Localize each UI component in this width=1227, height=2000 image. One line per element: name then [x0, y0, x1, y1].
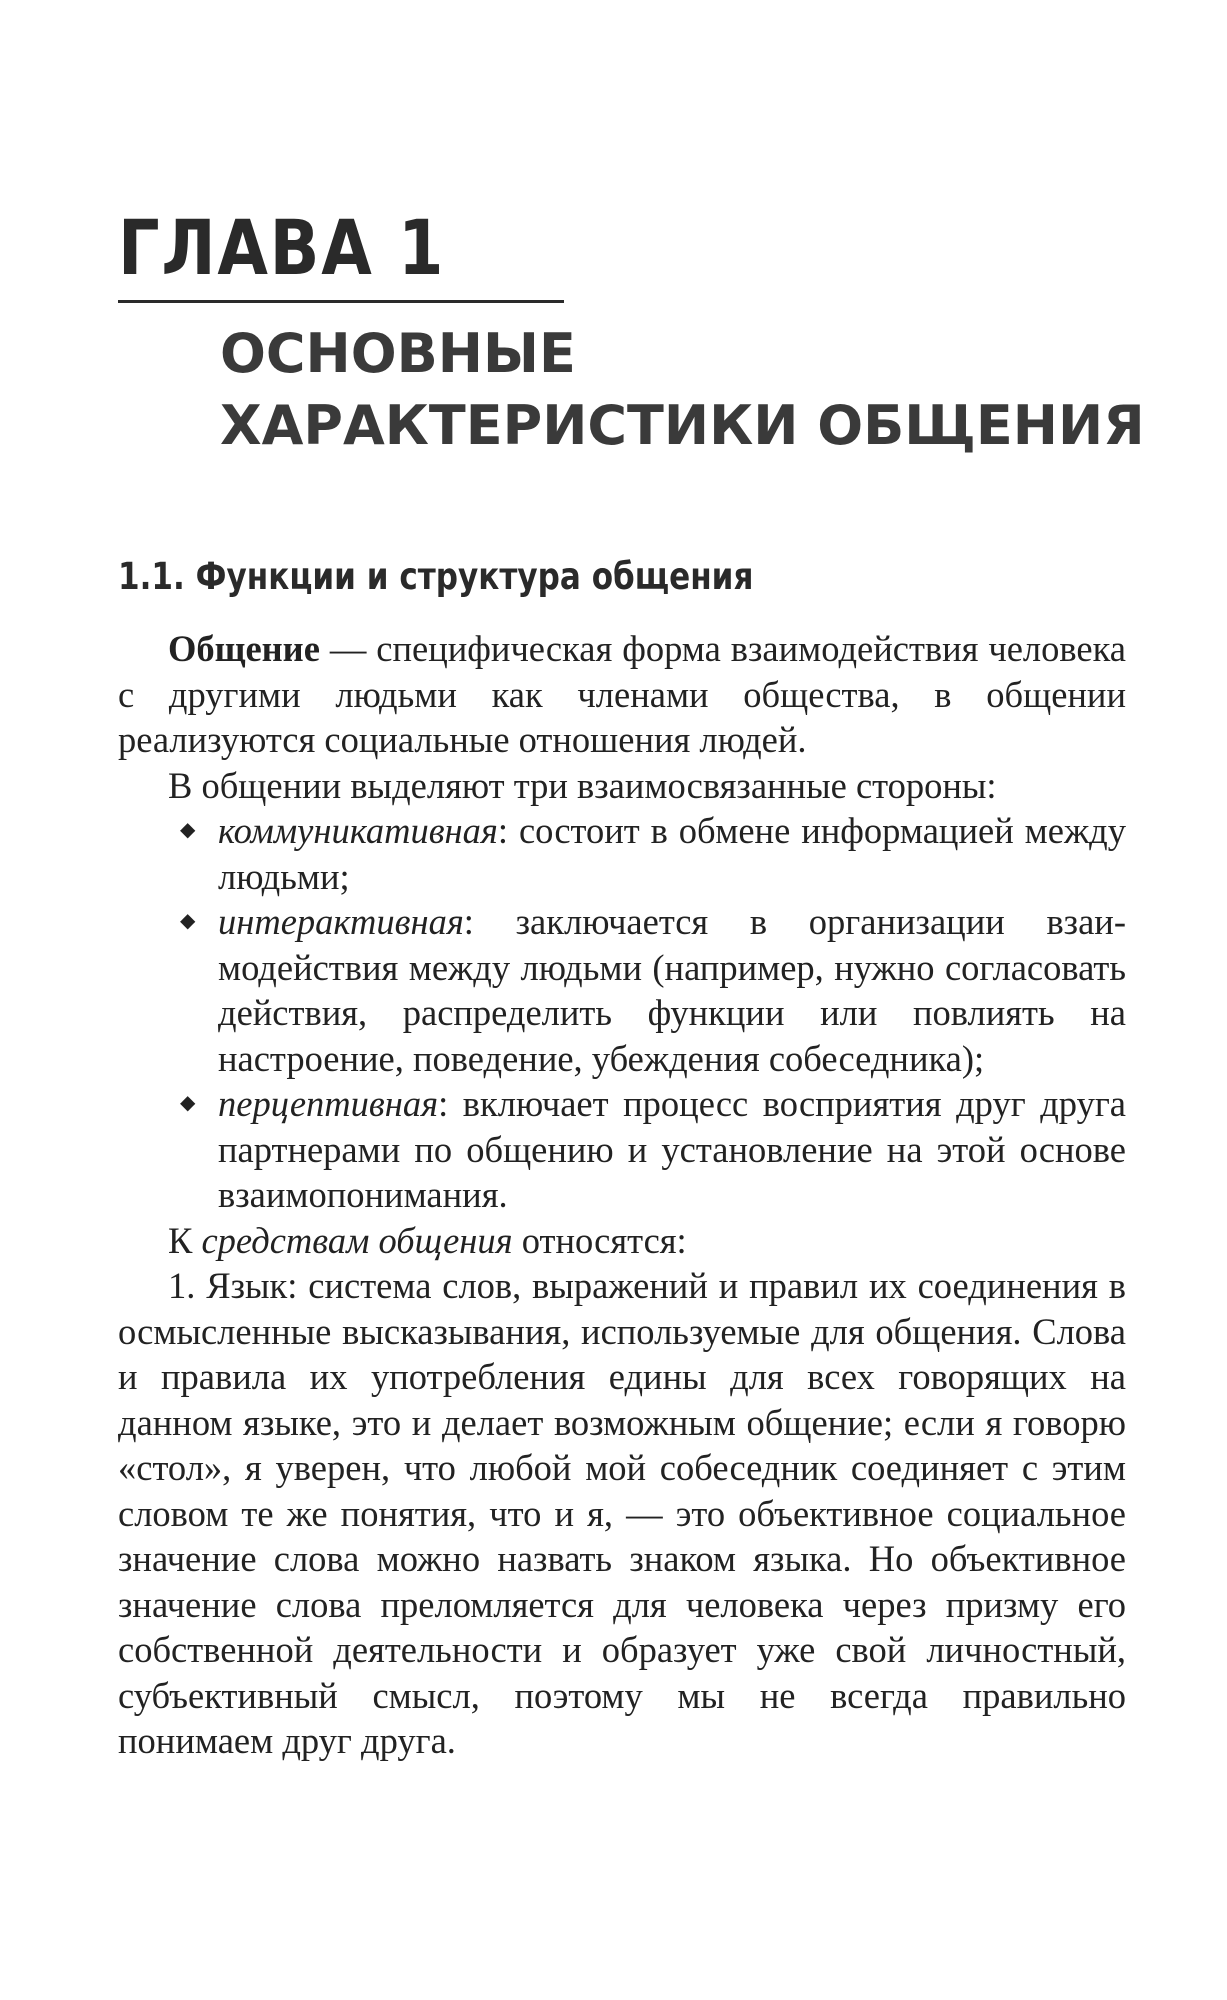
- paragraph-definition: [118, 626, 1126, 763]
- list-item-text: : включает процесс восприятия друг друга партнерами по общению и установление на этой основе взаимопонимания.: [218, 1083, 1126, 1215]
- list-item: [118, 1081, 1126, 1218]
- list-item-text: : состоит в обмене информацией между людьми;: [218, 810, 1126, 897]
- list-item-term: перцептивная: [218, 1083, 439, 1124]
- chapter-label: ГЛАВА 1: [118, 203, 446, 292]
- chapter-title: [220, 318, 1145, 462]
- chapter-title-line-2: ХАРАКТЕРИСТИКИ ОБЩЕНИЯ: [220, 394, 1145, 457]
- chapter-divider: [118, 300, 564, 303]
- paragraph-means-intro: [118, 1218, 1126, 1264]
- diamond-bullet-icon: ◆: [180, 819, 196, 841]
- paragraph-language: 1. Язык: система слов, выражений и правил их соединения в осмысленные высказывания, используемые для общения. Слова и правила их употребления едины для всех говорящих на данном языке, это и делает возможным общение; если я говорю «стол», я уверен, что любой мой собеседник соединяет с этим словом те же понятия, что и я, — это объективное социальное значение слова можно назвать знаком языка. Но объективное значение слова преломляется для человека через призму его собственной деятельности и образует уже свой личностный, субъективный смысл, поэтому мы не всегда правильно понимаем друг друга.: [118, 1265, 1126, 1761]
- list-item-term: коммуникативная: [218, 810, 498, 851]
- list-item: [118, 808, 1126, 899]
- paragraph-means-suffix: относятся:: [512, 1219, 687, 1261]
- paragraph-definition-text: — специфическая форма взаимодействия человека с другими людьми как членами общества, в общении реализуются социальные отношения людей.: [118, 628, 1126, 760]
- list-item-text: : заключается в организации взаимодействия между людьми (например, нужно согласовать действия, распределить функции или повлиять на настроение, поведение, убеждения собеседника);: [218, 901, 1126, 1079]
- chapter-title-line-1: ОСНОВНЫЕ: [220, 322, 576, 385]
- paragraph-means-prefix: К: [168, 1219, 202, 1261]
- paragraph-sides-intro: В общении выделяют три взаимосвязанные стороны:: [168, 764, 997, 806]
- diamond-bullet-icon: ◆: [180, 910, 196, 932]
- list-item: [118, 899, 1126, 1081]
- term-communication: Общение: [168, 628, 320, 669]
- sides-list: [118, 808, 1126, 1218]
- diamond-bullet-icon: ◆: [180, 1092, 196, 1114]
- section-heading: 1.1. Функции и структура общения: [118, 555, 754, 598]
- list-item-term: интерактивная: [218, 901, 464, 942]
- body-text: [118, 626, 1126, 1764]
- term-means-of-communication: средствам общения: [201, 1219, 513, 1261]
